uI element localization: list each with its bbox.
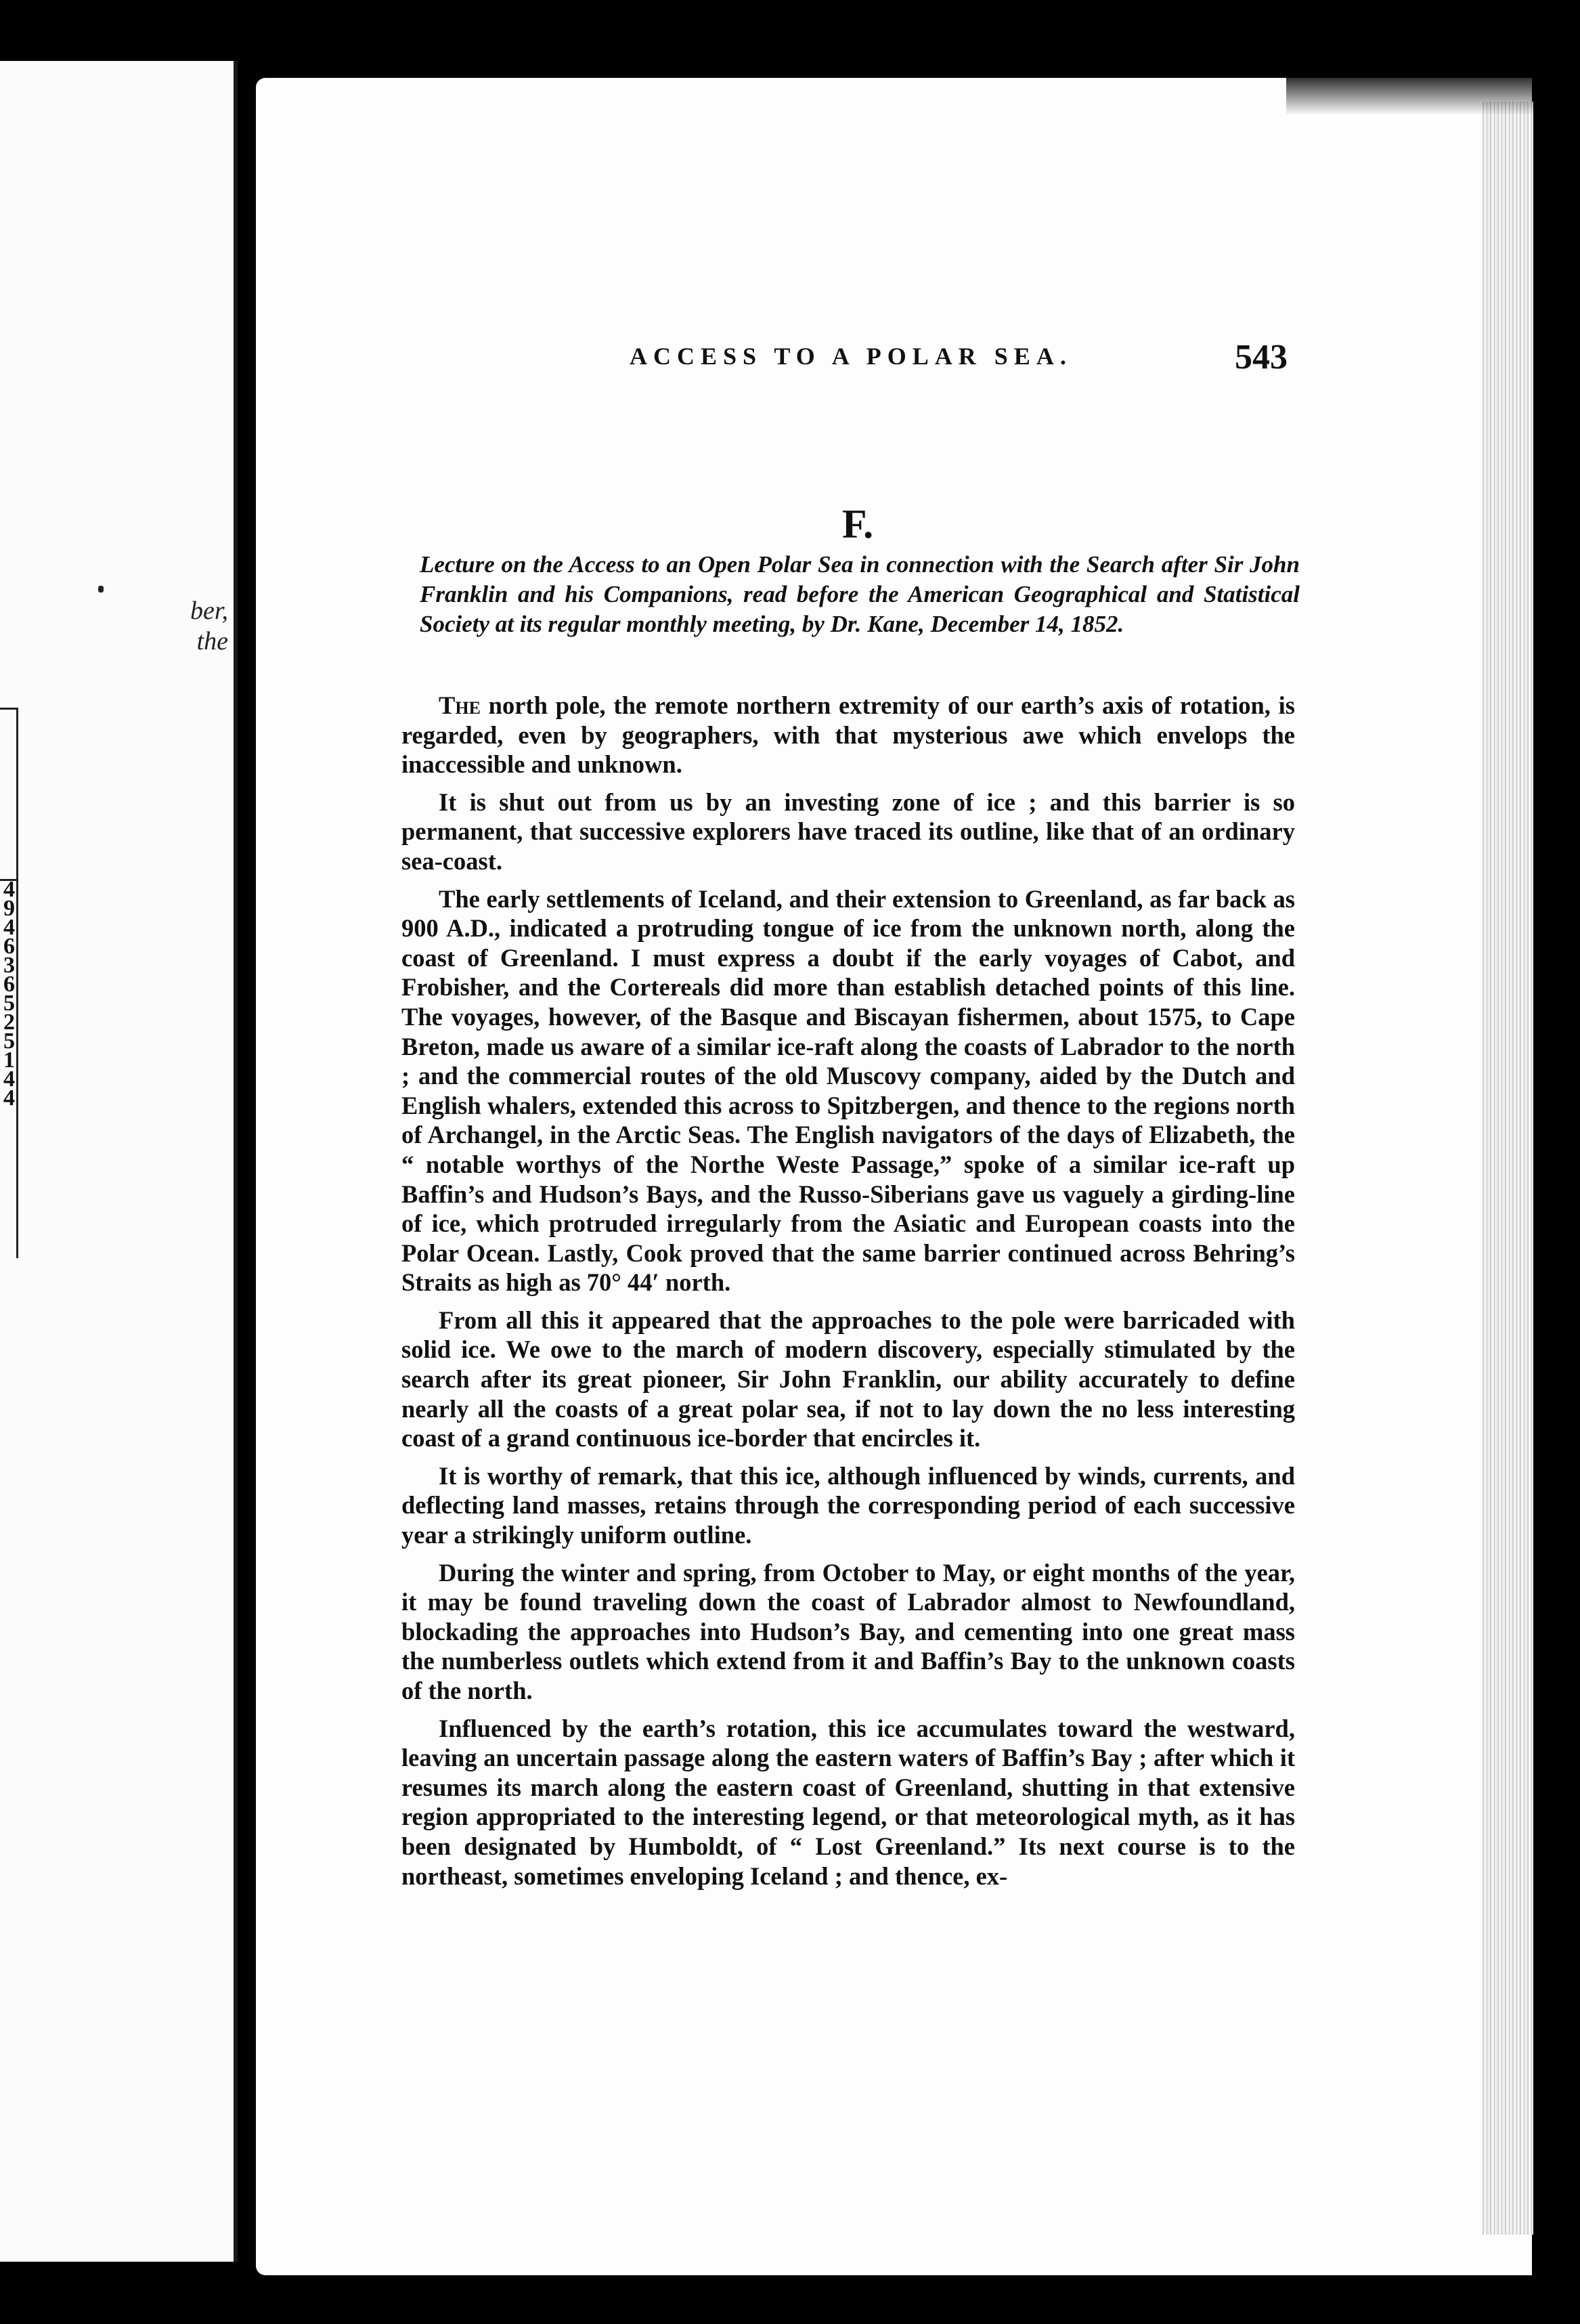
facing-digit: 4 (3, 1085, 15, 1111)
paragraph-7: Influenced by the earth’s rotation, this ice accumulates toward the westward, leaving an uncertain passage along the eastern waters of Baffin’s Bay ; after which it resumes its march along the eastern coast of Greenland, shutting in that extensive region appropriated to the interesting legend, or that meteorological myth, as it has been designated by Humboldt, of “ Lost Greenland.” Its next course is to the northeast, sometimes enveloping Iceland ; and thence, ex- (401, 1714, 1295, 1890)
paragraph-6: During the winter and spring, from October to May, or eight months of the year, it may be found traveling down the coast of Labrador almost to Newfoundland, blockading the approaches into Hudson’s Bay, and cementing into one great mass the numberless outlets which extend from it and Baffin’s Bay to the unknown coasts of the north. (401, 1558, 1295, 1704)
facing-digit: 1 (3, 1048, 15, 1073)
paragraph-3: The early settlements of Iceland, and their extension to Greenland, as far back as 900 A.D., indicated a protruding tongue of ice from the unknown north, along the coast of Greenland. I must express a doubt if the early voyages of Cabot, and Frobisher, and the Cortereals did more than establish detached points of this line. The voyages, however, of the Basque and Biscayan fishermen, about 1575, to Cape Breton, made us aware of a similar ice-raft along the coasts of Labrador to the north ; and the commercial routes of the old Muscovy company, aided by the Dutch and English whalers, extended this across to Spitzbergen, and thence to the regions north of Archangel, in the Arctic Seas. The English navigators of the days of Elizabeth, the “ notable worthys of the Northe Weste Passage,” spoke of a similar ice-raft up Baffin’s and Hudson’s Bays, and the Russo-Siberians gave us vaguely a girding-line of ice, which protruded irregularly from the Asiatic and European coasts into the Polar Ocean. Lastly, Cook proved that the same barrier continued across Behring’s Straits as high as 70° 44′ north. (401, 884, 1295, 1297)
facing-digit: 4 (3, 1067, 15, 1092)
page-number: 543 (1235, 338, 1288, 376)
running-head: ACCESS TO A POLAR SEA. (630, 343, 1072, 370)
facing-digit: 6 (3, 934, 15, 959)
facing-digit: 9 (3, 896, 15, 921)
paragraph-5: It is worthy of remark, that this ice, although influenced by winds, currents, and deflecting land masses, retains through the corresponding period of each successive year a strikingly uniform outline. (401, 1461, 1295, 1549)
facing-digit: 6 (3, 972, 15, 997)
paragraph-4: From all this it appeared that the approaches to the pole were barricaded with solid ice. We owe to the march of modern discovery, especially stimulated by the search after its great pioneer, Sir John Franklin, our ability accurately to define nearly all the coasts of a great polar sea, if not to lay down the no less interesting coast of a grand continuous ice-border that encircles it. (401, 1306, 1295, 1452)
facing-digit: 5 (3, 1029, 15, 1054)
page-block-edge (1483, 102, 1533, 2235)
facing-digit: 4 (3, 915, 15, 940)
facing-digit: 5 (3, 991, 15, 1016)
facing-digit: 3 (3, 953, 15, 978)
facing-digit: 2 (3, 1010, 15, 1035)
facing-page-digits (0, 877, 15, 1111)
paragraph-1 (401, 691, 1295, 779)
paragraph-1-text: north pole, the remote northern extremity of our earth’s axis of rotation, is regarded, even by geographers, with that mysterious awe which envelops the inaccessible and unknown. (401, 691, 1295, 779)
paragraph-2: It is shut out from us by an investing zone of ice ; and this barrier is so permanent, that successive explorers have traced its outline, like that of an ordinary sea-coast. (401, 788, 1295, 875)
facing-page-fragment-1: ber, (190, 597, 228, 625)
scan-shadow (1286, 0, 1580, 115)
body-text (401, 691, 1295, 1899)
facing-digit: 4 (3, 877, 15, 902)
facing-page-fragment-2: the (196, 627, 228, 655)
drop-word: The (439, 691, 481, 719)
print-speck (98, 586, 104, 593)
appendix-heading: F. (841, 502, 874, 546)
lecture-title: Lecture on the Access to an Open Polar Sea in connection with the Search after Sir John Franklin and his Companions, read before the American Geographical and Statistical Society at its regular monthly meeting, by Dr. Kane, December 14, 1852. (420, 551, 1300, 637)
facing-page (0, 61, 238, 2262)
